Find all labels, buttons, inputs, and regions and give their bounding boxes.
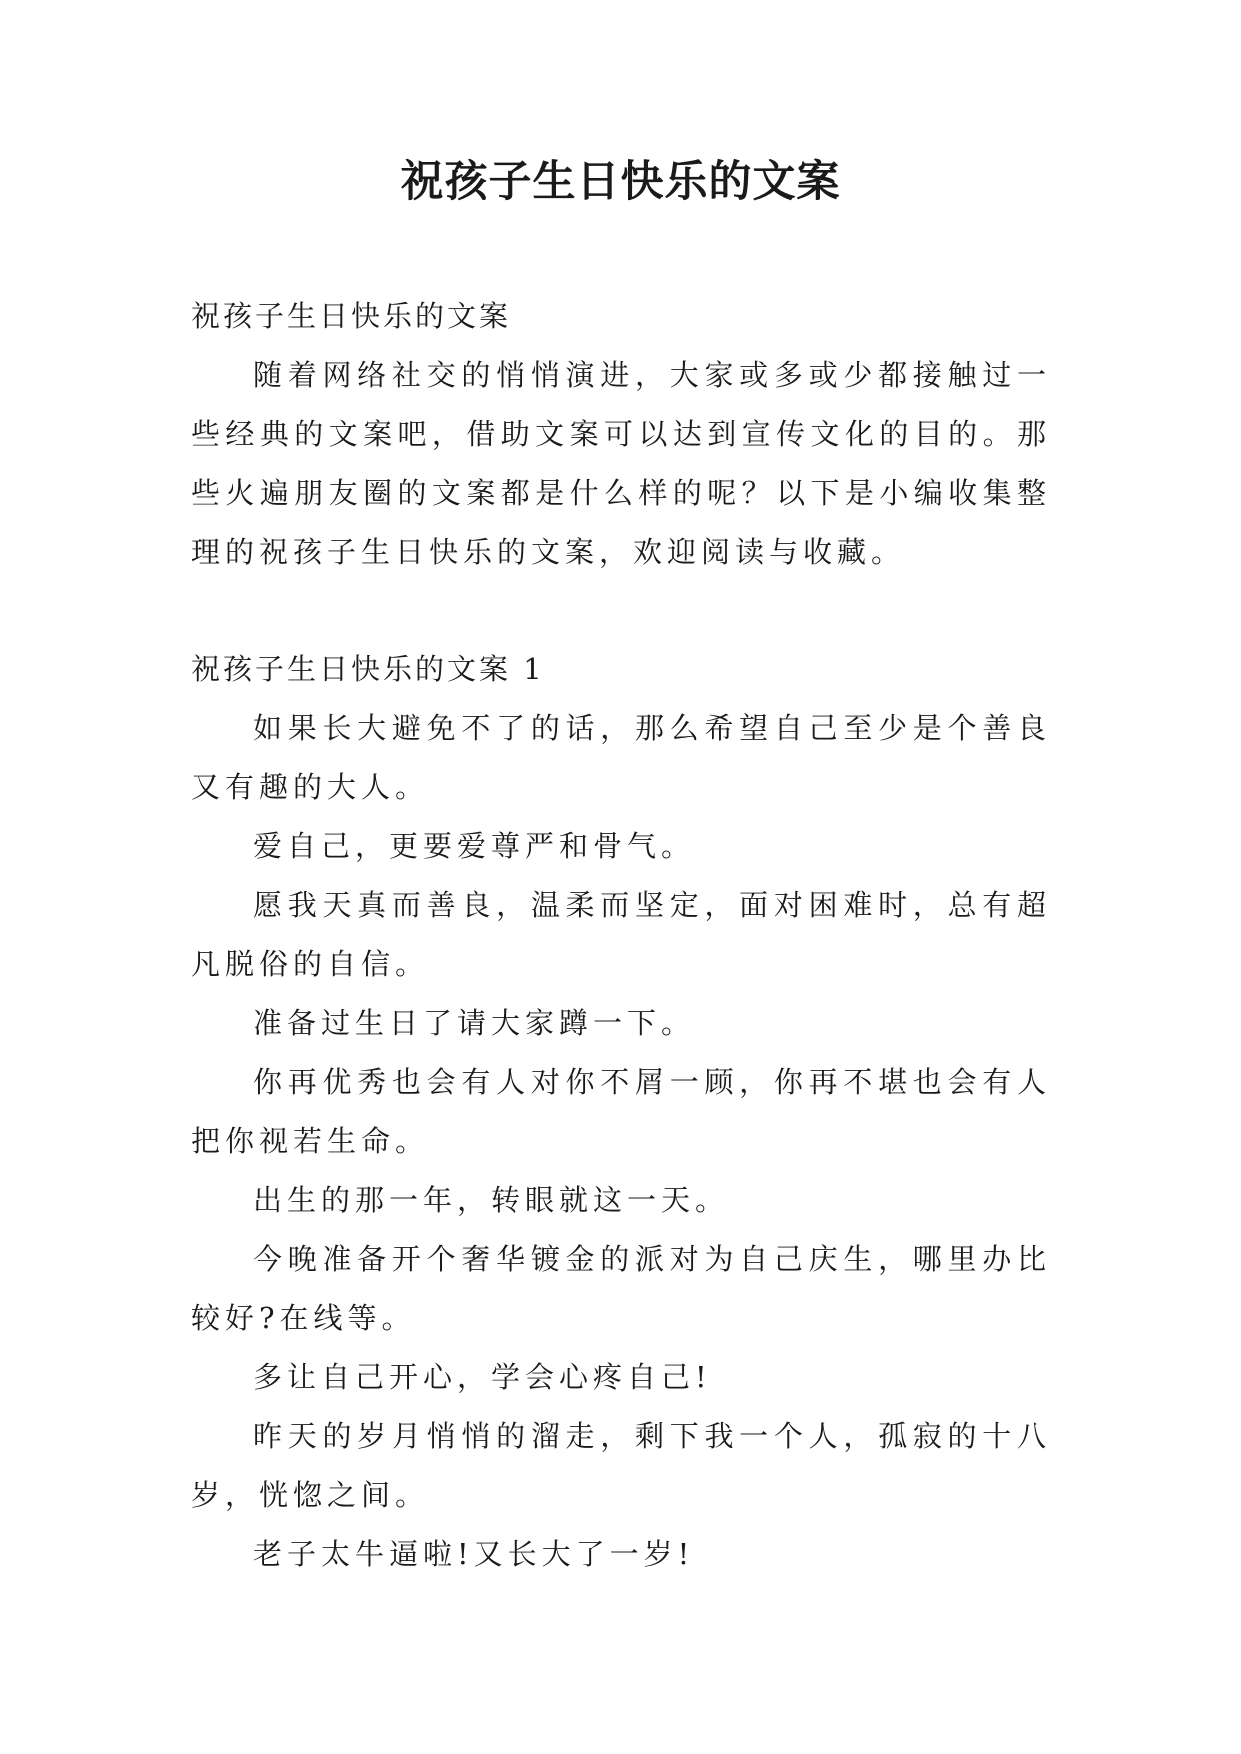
body-paragraph: 今晚准备开个奢华镀金的派对为自己庆生，哪里办比较好?在线等。: [191, 1242, 1051, 1335]
document-title: 祝孩子生日快乐的文案: [400, 157, 841, 207]
body-paragraph: 老子太牛逼啦!又长大了一岁!: [253, 1537, 695, 1571]
body-paragraph: 准备过生日了请大家蹲一下。: [253, 1006, 696, 1040]
body-paragraph: 你再优秀也会有人对你不屑一顾，你再不堪也会有人把你视若生命。: [191, 1065, 1051, 1158]
body-paragraph: 昨天的岁月悄悄的溜走，剩下我一个人，孤寂的十八岁，恍惚之间。: [191, 1419, 1051, 1512]
body-paragraph: 出生的那一年，转眼就这一天。: [253, 1183, 730, 1217]
document-body: [191, 287, 1051, 1584]
intro-paragraph: 随着网络社交的悄悄演进，大家或多或少都接触过一些经典的文案吧，借助文案可以达到宣传文化的目的。那些火遍朋友圈的文案都是什么样的呢？以下是小编收集整理的祝孩子生日快乐的文案，欢迎阅读与收藏。: [191, 358, 1051, 569]
body-paragraph: 爱自己，更要爱尊严和骨气。: [253, 829, 696, 863]
body-paragraph: 如果长大避免不了的话，那么希望自己至少是个善良又有趣的大人。: [191, 711, 1051, 804]
body-paragraph: 多让自己开心，学会心疼自己!: [253, 1360, 712, 1394]
body-paragraph: 愿我天真而善良，温柔而坚定，面对困难时，总有超凡脱俗的自信。: [191, 888, 1051, 981]
section-heading: 祝孩子生日快乐的文案 1: [191, 652, 545, 686]
intro-heading: 祝孩子生日快乐的文案: [191, 299, 512, 333]
section-spacer: [191, 582, 1051, 640]
